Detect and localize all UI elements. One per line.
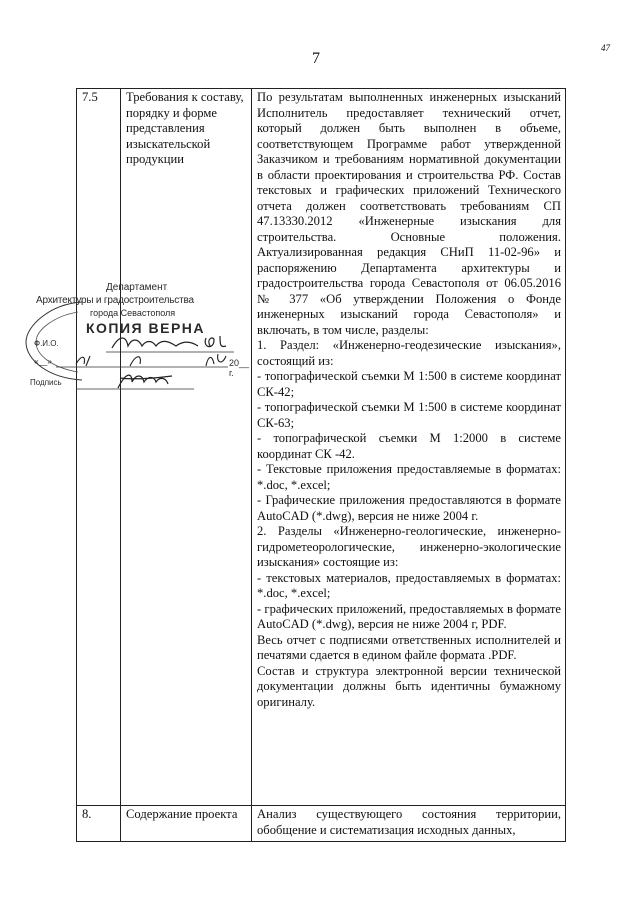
description-paragraph: - Текстовые приложения предоставляемые в форматах: *.doc, *.excel; [257,462,561,492]
corner-page-number: 47 [601,43,610,53]
table-row [77,89,566,806]
stamp-city-label: города Севастополя [90,308,176,318]
date-signature-icon [56,352,231,370]
handwritten-signature-icon [76,370,196,392]
description-paragraph: - топографической съемки М 1:500 в системе координат СК-42; [257,369,561,399]
description-paragraph: - Графические приложения предоставляются в формате AutoCAD (*.dwg), версия не ниже 2004 г. [257,493,561,523]
description-paragraph: 1. Раздел: «Инженерно-геодезические изыскания», состоящий из: [257,338,561,368]
description-paragraph: Анализ существующего состояния территории, обобщение и систематизация исходных данных, [257,807,561,837]
stamp-department-label: Департамент [106,282,168,293]
row-title: Требования к составу, порядку и форме представления изыскательской продукции [121,89,252,806]
table-row [77,806,566,842]
stamp-year-label: 20__ г. [229,358,250,378]
stamp-copy-true-label: КОПИЯ ВЕРНА [86,320,206,336]
stamp-signature-label: Подпись [30,378,62,387]
certification-stamp [26,282,248,394]
description-paragraph: - текстовых материалов, предоставляемых в форматах: *.doc, *.excel; [257,570,561,600]
description-paragraph: - топографической съемки М 1:2000 в системе координат СК -42. [257,431,561,461]
requirements-table [76,88,566,842]
stamp-date-label: «__» [34,357,52,366]
stamp-architecture-label: Архитектуры и градостроительства [36,295,194,306]
stamp-fio-label: Ф.И.О. [34,339,59,348]
row-description [252,806,566,842]
description-paragraph: - топографической съемки М 1:500 в системе координат СК-63; [257,400,561,430]
description-paragraph: 2. Разделы «Инженерно-геологические, инженерно- гидрометеорологические, инженерно-экологические изыскания» состоящие из: [257,524,561,569]
description-paragraph: Весь отчет с подписями ответственных исполнителей и печатями сдается в едином файле формата .PDF. [257,632,561,662]
row-number: 8. [77,806,121,842]
description-paragraph: По результатам выполненных инженерных изысканий Исполнитель предоставляет технический отчет, который должен быть выполнен в объеме, соответствующем Программе работ утвержденной Заказчиком и требованиям нормативной документации в области проектирования и строительства РФ. Состав текстовых и графических приложений Технического отчета должен соответствовать требованиям СП 47.13330.2012 «Инженерные изыскания для строительства. Основные положения. Актуализированная редакция СНиП 11-02-96» и распоряжению Департамента архитектуры и градостроительства города Севастополя от 06.05.2016 № 377 «Об утверждении Положения о Фонде инженерных изысканий города Севастополя» и включать, в том числе, разделы: [257,90,561,337]
description-paragraph: - графических приложений, предоставляемых в формате AutoCAD (*.dwg), версия не ниже 2004 г, PDF. [257,601,561,631]
row-title: Содержание проекта [121,806,252,842]
description-paragraph: Состав и структура электронной версии технической документации должны быть идентичны бумажному оригиналу. [257,663,561,709]
page-number: 7 [312,50,320,67]
row-description [252,89,566,806]
row-number: 7.5 [77,89,121,806]
